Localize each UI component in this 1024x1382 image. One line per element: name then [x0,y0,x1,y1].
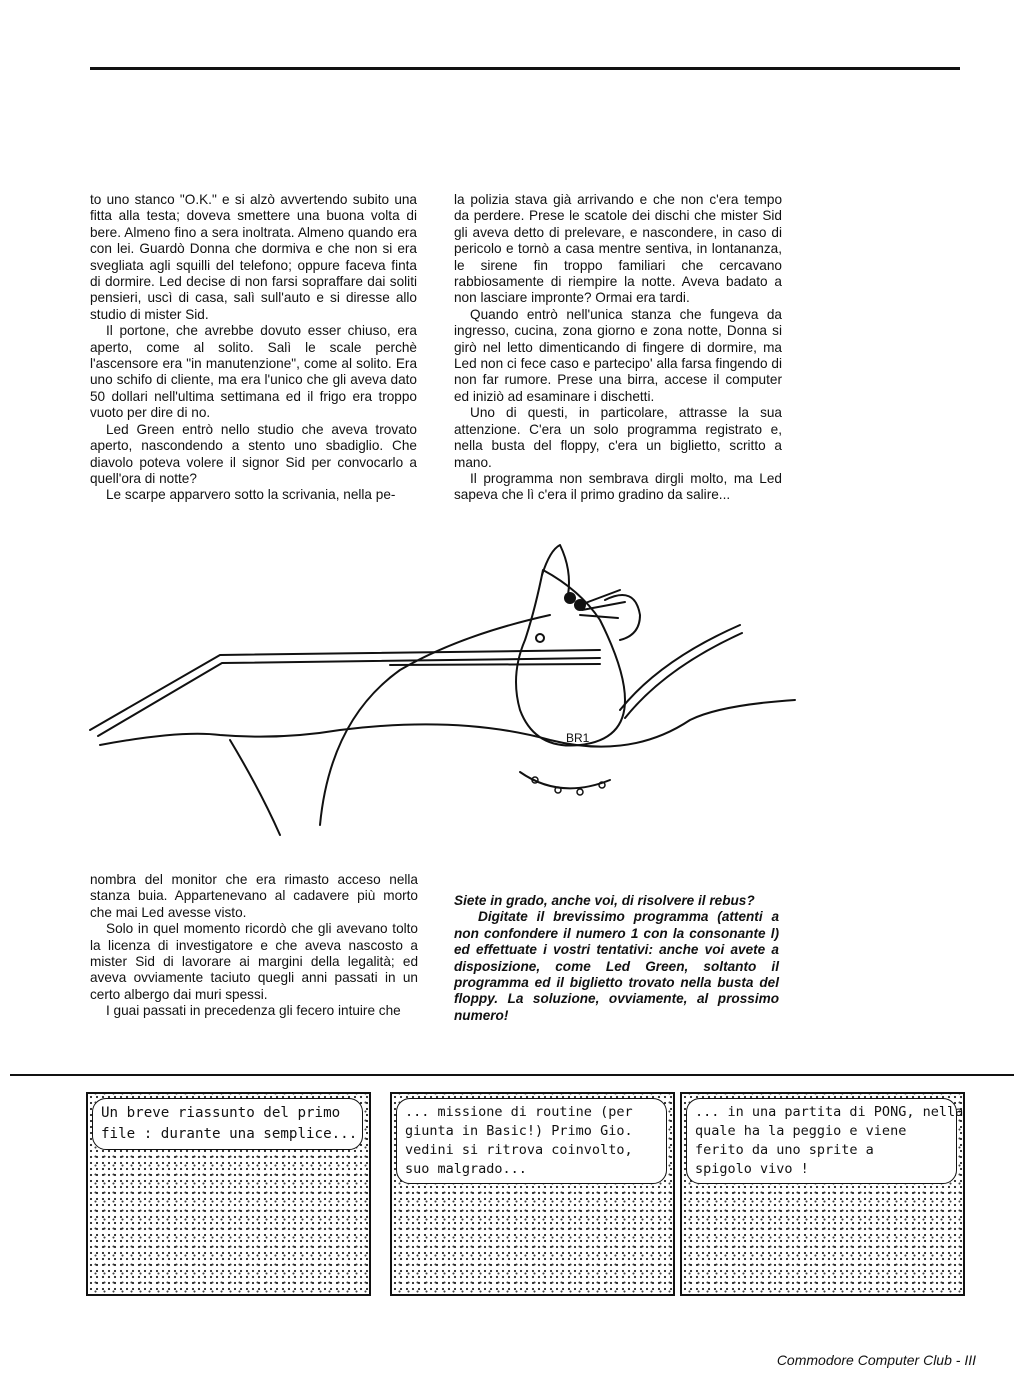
mouse-nose [564,592,576,604]
comic-rule [10,1074,1014,1076]
column-left-bottom [90,872,418,1020]
paragraph: Il portone, che avrebbe dovuto esser chiuso, era aperto, come al solito. Salì le scale perchè l'ascensore era "in manutenzione", come al solito. Era uno schifo di cliente, ma era l'unico che gli aveva dato 50 dollari nell'ultima settimana ed il frigo era troppo vuoto per dire di no. [90,323,417,421]
cable [320,615,550,825]
paragraph: Le scarpe apparvero sotto la scrivania, nella pe- [106,487,396,503]
speech-bubble: Un breve riassunto del primo file : durante una semplice... [92,1098,363,1150]
mouse-mouth [520,772,610,788]
chair-curve [230,740,280,835]
mouse-tail-2 [625,633,742,718]
column-left-top [90,192,417,504]
top-rule [90,67,960,70]
paragraph: Digitate il brevissimo programma (attenti a non confondere il numero 1 con la consonante l) ed effettuate i vostri tentativi: anche voi avete a disposizione, come Led Green, soltanto il programma ed il biglietto trovato nella busta del floppy. La soluzione, ovviamente, al prossimo numero! [454,909,779,1023]
mouse-nose-2 [574,599,586,611]
speech-bubble: ... missione di routine (per giunta in Basic!) Primo Gio. vedini si ritrova coinvolto, suo malgrado... [396,1098,667,1184]
paragraph: I guai passati in precedenza gli fecero intuire che [106,1003,401,1019]
comic-panel-3 [680,1092,965,1296]
paragraph: Led Green entrò nello studio che aveva trovato aperto, nascondendo a stento uno sbadiglio. Che diavolo poteva volere il signor Sid per convocarlo a quell'ora di notte? [90,421,417,486]
paragraph: Quando entrò nell'unica stanza che fungeva da ingresso, cucina, zona giorno e zona notte, Donna si girò nel letto dimenticando di fingere di dormire, ma Led non ci fece caso e partecipo' alla farsa fingendo di non far rumore. Prese una birra, accese il computer ed iniziò ad esaminare i dischetti. [454,306,782,404]
desk-front [100,700,795,747]
artist-signature: BR1 [566,731,590,745]
paragraph: nombra del monitor che era rimasto acceso nella stanza buia. Appartenevano al cadavere più morto che mai Led avesse visto. [90,872,418,920]
speech-bubble: ... in una partita di PONG, nella quale ha la peggio e viene ferito da uno sprite a spigolo vivo ! [686,1098,957,1184]
mouse-ear-left [542,545,569,595]
page-footer: Commodore Computer Club - III [776,1352,976,1368]
desk-edge-line [390,664,600,665]
paragraph: Solo in quel momento ricordò che gli avevano tolto la licenza di investigatore e che aveva nascosto a mister Sid di lavorare ai margini della legalità; ed aveva ovviamente taciuto quegli anni passati in un certo albergo dai muri spessi. [90,921,418,1002]
comic-panel-2 [390,1092,675,1296]
comic-panel-1 [86,1092,371,1296]
column-right-top [454,192,782,504]
desk-edge-inner [98,658,600,736]
paragraph: to uno stanco "O.K." e si alzò avvertendo subito una fitta alla testa; doveva smettere una buona volta di bere. Almeno fino a sera inoltrata. Almeno quando era con lei. Guardò Donna che dormiva e che non si era svegliata agli squilli del telefono; oppure faceva finta di dormire. Led decise di non farsi sopraffare dai soliti pensieri, uscì di casa, salì sull'auto e si diresse allo studio di mister Sid. [90,192,417,322]
mouse-on-desk-illustration [80,540,800,860]
paragraph: la polizia stava già arrivando e che non c'era tempo da perdere. Prese le scatole dei dischi che mister Sid gli aveva detto di prelevare, e nascondere, in caso di pericolo e tornò a casa mentre sentiva, in lontananza, le sirene fin troppo familiari che cercavano rabbiosamente di riempire la notte. Aveva badato a non lasciare impronte? Ormai era tardi. [454,192,782,306]
column-right-bottom [454,893,779,1024]
paragraph: Il programma non sembrava dirgli molto, ma Led sapeva che lì c'era il primo gradino da salire... [454,470,782,503]
paragraph: Siete in grado, anche voi, di risolvere il rebus? [454,893,755,908]
mouse-eye [536,634,544,642]
paragraph: Uno di questi, in particolare, attrasse la sua attenzione. C'era un solo programma registrato e, nella busta del floppy, c'era un biglietto, scritto a mano. [454,405,782,470]
